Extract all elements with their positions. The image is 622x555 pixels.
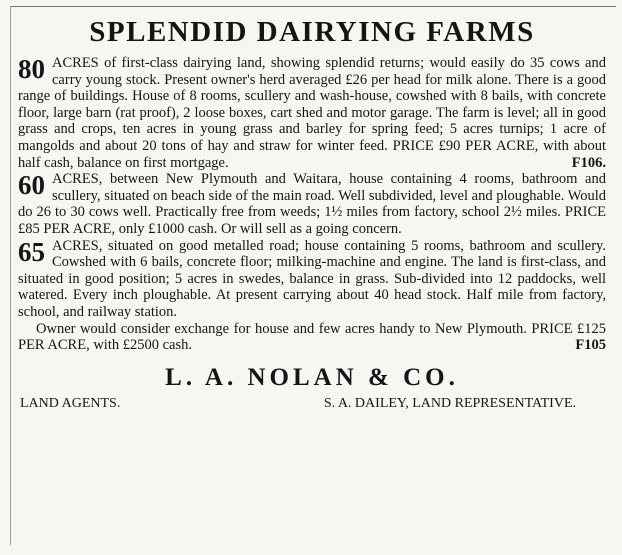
- lot-60: [18, 171, 606, 237]
- lot-80: [18, 55, 606, 171]
- lot-65: [18, 238, 606, 321]
- lot-number: 80: [18, 54, 45, 84]
- footer-right: S. A. DAILEY, LAND REPRESENTATIVE.: [323, 395, 576, 411]
- top-rule: [10, 6, 616, 7]
- lot-reference: F106.: [571, 154, 606, 171]
- lot-number: 60: [18, 170, 45, 201]
- left-rule: [10, 6, 11, 545]
- closing-offer: [18, 321, 606, 354]
- lot-description: ACRES of first-class dairying land, showing splendid returns; would easily do 35 cows and carry young stock. Present owner's herd averaged £26 per head for milk alone. There is a good range of buildings. House of 8 rooms, scullery and wash-house, cowshed with 8 bails, with concrete floor, large barn (rat proof), 2 loose boxes, cart shed and motor garage. The farm is level; all in good grass and crops, ten acres in young grass and barley for spring feed; 5 acres turnips; 1 acre of mangolds and about 20 tons of hay and straw for winter feed. PRICE £90 PER ACRE, with about half cash, balance on first mortgage.: [18, 55, 606, 171]
- lot-description: ACRES, situated on good metalled road; house containing 5 rooms, bathroom and scullery. Cowshed with 6 bails, concrete floor; milking-machine and engine. The land is first-class, and situated in good position; 5 acres in swedes, balance in grass. Sub-divided into 12 paddocks, well watered. Every inch ploughable. At present carrying about 40 head stock. Half mile from factory, school, and railway station.: [18, 237, 606, 320]
- ad-title: SPLENDID DAIRYING FARMS: [89, 16, 535, 48]
- footer-left: LAND AGENTS.: [20, 395, 121, 411]
- closing-reference: F105: [575, 337, 606, 354]
- agent-name: L. A. NOLAN & CO.: [165, 363, 459, 391]
- closing-text: Owner would consider exchange for house and few acres handy to New Plymouth. PRICE £125 PER ACRE, with £2500 cash.: [18, 320, 606, 354]
- lot-description: ACRES, between New Plymouth and Waitara, house containing 4 rooms, bathroom and scullery, situated on beach side of the main road. Well subdivided, level and ploughable. Would do 26 to 30 cows well. Practically free from weeds; 1½ miles from factory, school 2½ miles. PRICE £85 PER ACRE, only £1000 cash. Or will sell as a going concern.: [18, 171, 606, 237]
- lot-number: 65: [18, 236, 45, 267]
- footer: [18, 396, 606, 412]
